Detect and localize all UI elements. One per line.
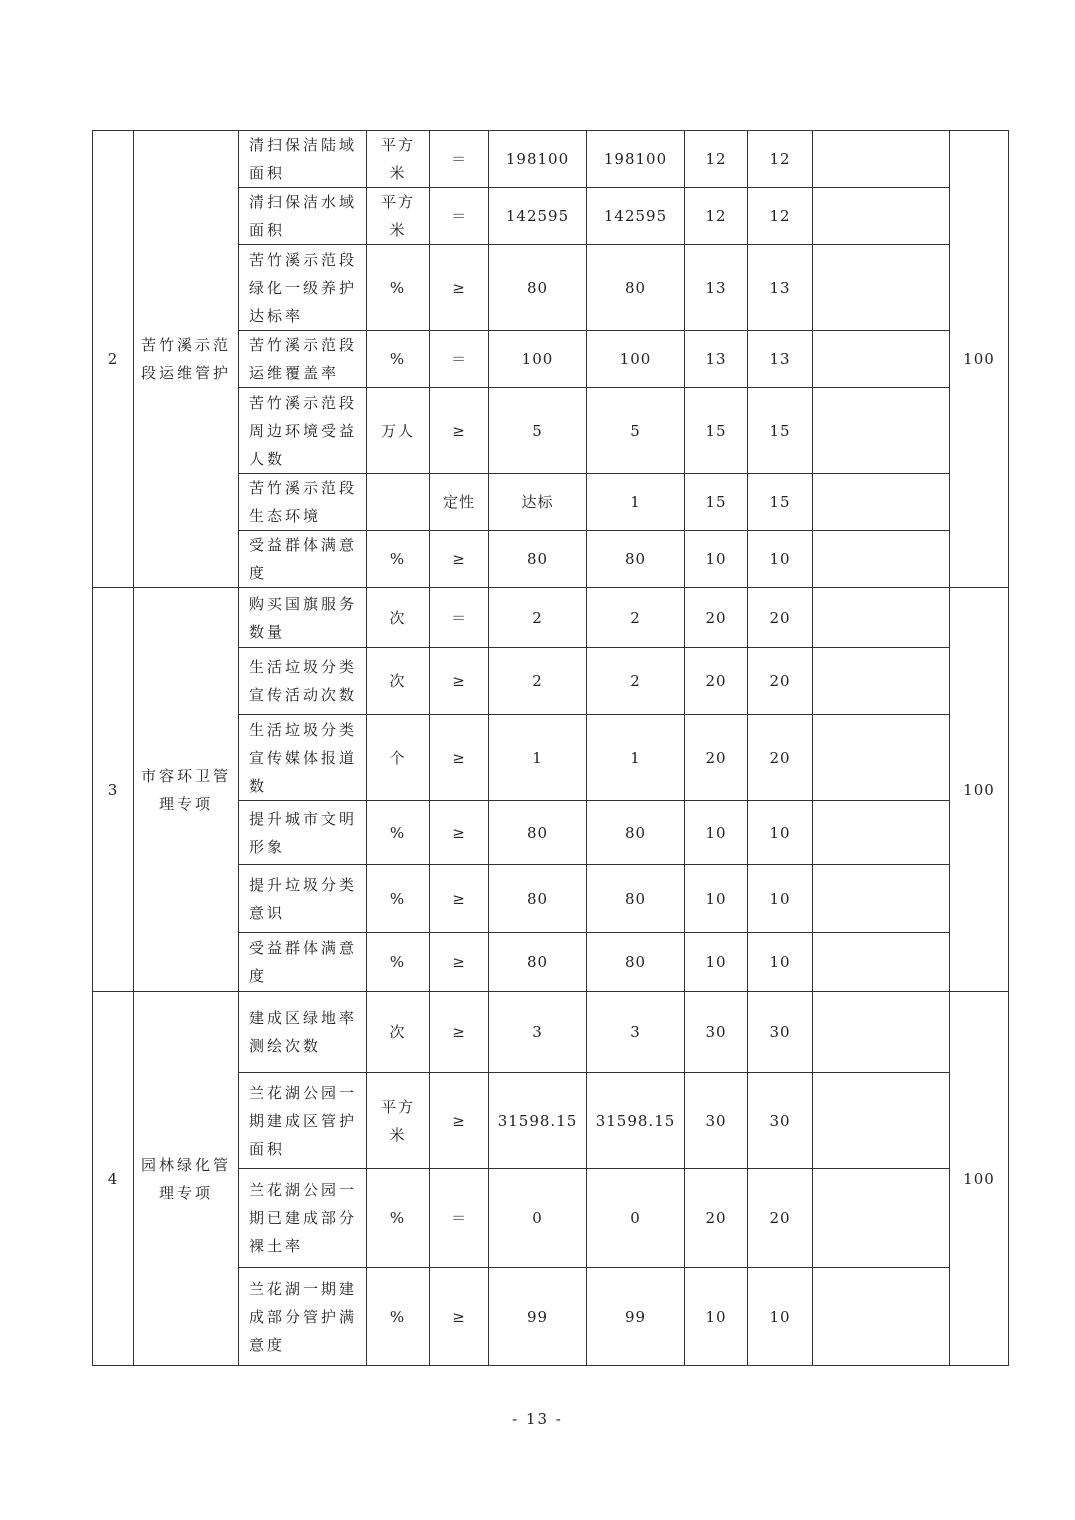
actual-value-cell: 80	[587, 801, 685, 865]
score-cell: 13	[748, 331, 813, 388]
target-value-cell: 100	[489, 331, 587, 388]
score-cell: 10	[748, 865, 813, 933]
actual-value-cell: 1	[587, 715, 685, 801]
note-cell	[813, 131, 950, 188]
indicator-name-cell: 生活垃圾分类宣传媒体报道数	[239, 715, 367, 801]
indicator-name-cell: 生活垃圾分类宣传活动次数	[239, 648, 367, 715]
unit-cell: 平方米	[367, 188, 430, 245]
target-value-cell: 达标	[489, 474, 587, 531]
weight-cell: 20	[685, 715, 748, 801]
indicator-name-cell: 兰花湖一期建成部分管护满意度	[239, 1268, 367, 1366]
indicator-name-cell: 清扫保洁水域面积	[239, 188, 367, 245]
weight-cell: 15	[685, 474, 748, 531]
actual-value-cell: 0	[587, 1169, 685, 1268]
note-cell	[813, 1073, 950, 1169]
target-value-cell: 198100	[489, 131, 587, 188]
total-score-cell: 100	[950, 588, 1009, 992]
unit-cell: 次	[367, 992, 430, 1073]
target-value-cell: 5	[489, 388, 587, 474]
note-cell	[813, 388, 950, 474]
note-cell	[813, 865, 950, 933]
weight-cell: 15	[685, 388, 748, 474]
weight-cell: 30	[685, 992, 748, 1073]
note-cell	[813, 801, 950, 865]
operator-cell: ≥	[430, 715, 489, 801]
operator-cell: ≥	[430, 1268, 489, 1366]
target-value-cell: 0	[489, 1169, 587, 1268]
target-value-cell: 2	[489, 588, 587, 648]
operator-cell: ＝	[430, 331, 489, 388]
score-cell: 20	[748, 715, 813, 801]
target-value-cell: 2	[489, 648, 587, 715]
unit-cell: %	[367, 801, 430, 865]
score-cell: 15	[748, 388, 813, 474]
row-number-cell: 3	[93, 588, 134, 992]
score-cell: 10	[748, 933, 813, 992]
table-body	[93, 131, 1009, 1366]
actual-value-cell: 3	[587, 992, 685, 1073]
table-row	[93, 131, 1009, 188]
unit-cell: 平方米	[367, 1073, 430, 1169]
actual-value-cell: 1	[587, 474, 685, 531]
target-value-cell: 80	[489, 245, 587, 331]
weight-cell: 10	[685, 801, 748, 865]
note-cell	[813, 474, 950, 531]
project-name-cell: 园林绿化管理专项	[134, 992, 239, 1366]
note-cell	[813, 588, 950, 648]
note-cell	[813, 1169, 950, 1268]
actual-value-cell: 99	[587, 1268, 685, 1366]
note-cell	[813, 933, 950, 992]
unit-cell: 个	[367, 715, 430, 801]
indicator-name-cell: 受益群体满意度	[239, 531, 367, 588]
indicator-name-cell: 提升城市文明形象	[239, 801, 367, 865]
indicator-name-cell: 苦竹溪示范段周边环境受益人数	[239, 388, 367, 474]
unit-cell: %	[367, 531, 430, 588]
unit-cell: %	[367, 865, 430, 933]
actual-value-cell: 31598.15	[587, 1073, 685, 1169]
actual-value-cell: 80	[587, 245, 685, 331]
indicator-name-cell: 苦竹溪示范段运维覆盖率	[239, 331, 367, 388]
actual-value-cell: 80	[587, 933, 685, 992]
target-value-cell: 80	[489, 933, 587, 992]
note-cell	[813, 531, 950, 588]
score-cell: 12	[748, 131, 813, 188]
operator-cell: ＝	[430, 1169, 489, 1268]
target-value-cell: 3	[489, 992, 587, 1073]
operator-cell: ≥	[430, 648, 489, 715]
performance-table	[92, 130, 1009, 1366]
score-cell: 10	[748, 1268, 813, 1366]
unit-cell: %	[367, 1268, 430, 1366]
unit-cell: %	[367, 933, 430, 992]
note-cell	[813, 648, 950, 715]
weight-cell: 12	[685, 131, 748, 188]
target-value-cell: 31598.15	[489, 1073, 587, 1169]
table-row	[93, 992, 1009, 1073]
total-score-cell: 100	[950, 992, 1009, 1366]
operator-cell: ≥	[430, 933, 489, 992]
score-cell: 15	[748, 474, 813, 531]
target-value-cell: 80	[489, 865, 587, 933]
unit-cell: %	[367, 1169, 430, 1268]
project-name-cell: 苦竹溪示范段运维管护	[134, 131, 239, 588]
actual-value-cell: 2	[587, 588, 685, 648]
table-row	[93, 588, 1009, 648]
operator-cell: 定性	[430, 474, 489, 531]
actual-value-cell: 2	[587, 648, 685, 715]
actual-value-cell: 5	[587, 388, 685, 474]
score-cell: 10	[748, 801, 813, 865]
score-cell: 20	[748, 648, 813, 715]
actual-value-cell: 100	[587, 331, 685, 388]
weight-cell: 10	[685, 531, 748, 588]
operator-cell: ＝	[430, 188, 489, 245]
actual-value-cell: 142595	[587, 188, 685, 245]
weight-cell: 10	[685, 865, 748, 933]
indicator-name-cell: 建成区绿地率测绘次数	[239, 992, 367, 1073]
weight-cell: 13	[685, 331, 748, 388]
indicator-name-cell: 兰花湖公园一期建成区管护面积	[239, 1073, 367, 1169]
operator-cell: ＝	[430, 131, 489, 188]
indicator-name-cell: 苦竹溪示范段绿化一级养护达标率	[239, 245, 367, 331]
score-cell: 30	[748, 1073, 813, 1169]
actual-value-cell: 80	[587, 865, 685, 933]
score-cell: 30	[748, 992, 813, 1073]
operator-cell: ≥	[430, 531, 489, 588]
note-cell	[813, 331, 950, 388]
unit-cell: 平方米	[367, 131, 430, 188]
operator-cell: ≥	[430, 992, 489, 1073]
indicator-name-cell: 清扫保洁陆域面积	[239, 131, 367, 188]
unit-cell: %	[367, 245, 430, 331]
unit-cell: 次	[367, 648, 430, 715]
actual-value-cell: 198100	[587, 131, 685, 188]
indicator-name-cell: 兰花湖公园一期已建成部分裸土率	[239, 1169, 367, 1268]
score-cell: 13	[748, 245, 813, 331]
weight-cell: 13	[685, 245, 748, 331]
indicator-name-cell: 苦竹溪示范段生态环境	[239, 474, 367, 531]
note-cell	[813, 715, 950, 801]
unit-cell	[367, 474, 430, 531]
total-score-cell: 100	[950, 131, 1009, 588]
indicator-name-cell: 受益群体满意度	[239, 933, 367, 992]
operator-cell: ≥	[430, 1073, 489, 1169]
unit-cell: 次	[367, 588, 430, 648]
operator-cell: ≥	[430, 801, 489, 865]
weight-cell: 12	[685, 188, 748, 245]
score-cell: 10	[748, 531, 813, 588]
weight-cell: 10	[685, 933, 748, 992]
indicator-name-cell: 购买国旗服务数量	[239, 588, 367, 648]
operator-cell: ≥	[430, 245, 489, 331]
operator-cell: ＝	[430, 588, 489, 648]
target-value-cell: 1	[489, 715, 587, 801]
weight-cell: 10	[685, 1268, 748, 1366]
unit-cell: %	[367, 331, 430, 388]
score-cell: 20	[748, 588, 813, 648]
note-cell	[813, 188, 950, 245]
target-value-cell: 80	[489, 531, 587, 588]
score-cell: 20	[748, 1169, 813, 1268]
operator-cell: ≥	[430, 388, 489, 474]
note-cell	[813, 245, 950, 331]
page-number: - 13 -	[512, 1410, 563, 1428]
weight-cell: 20	[685, 588, 748, 648]
row-number-cell: 2	[93, 131, 134, 588]
unit-cell: 万人	[367, 388, 430, 474]
weight-cell: 20	[685, 1169, 748, 1268]
target-value-cell: 99	[489, 1268, 587, 1366]
weight-cell: 20	[685, 648, 748, 715]
target-value-cell: 80	[489, 801, 587, 865]
indicator-name-cell: 提升垃圾分类意识	[239, 865, 367, 933]
score-cell: 12	[748, 188, 813, 245]
project-name-cell: 市容环卫管理专项	[134, 588, 239, 992]
target-value-cell: 142595	[489, 188, 587, 245]
actual-value-cell: 80	[587, 531, 685, 588]
row-number-cell: 4	[93, 992, 134, 1366]
weight-cell: 30	[685, 1073, 748, 1169]
note-cell	[813, 1268, 950, 1366]
note-cell	[813, 992, 950, 1073]
operator-cell: ≥	[430, 865, 489, 933]
